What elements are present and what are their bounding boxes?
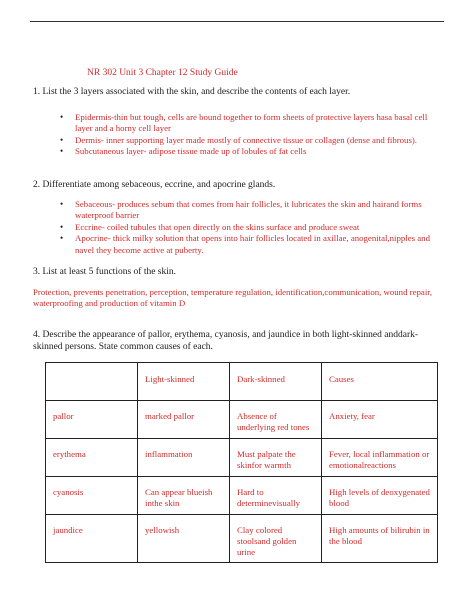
table-cell: Fever, local inflammation or emotionalreactions [322, 439, 438, 477]
table-cell: Can appear blueish inthe skin [138, 477, 230, 515]
answer-bullet: • Epidermis-thin but tough, cells are bound together to form sheets of protective layers hasa basal cell layer and a horny cell layer [60, 112, 428, 134]
question-3: 3. List at least 5 functions of the skin. [33, 267, 177, 277]
table-header-cell: Causes [322, 363, 438, 401]
table-row [46, 515, 438, 563]
question-2-answers [59, 199, 439, 256]
answer-bullet: • Eccrine- coiled tubules that open directly on the skins surface and produce sweat [60, 221, 360, 232]
table-header-cell [46, 363, 138, 401]
question-3-answer: Protection, prevents penetration, perception, temperature regulation, identification,communication, wound repair, waterproofing and production of vitamin D [33, 287, 433, 309]
question-1-answers [59, 112, 439, 158]
top-rule [30, 21, 444, 22]
question-2: 2. Differentiate among sebaceous, eccrine, and apocrine glands. [33, 180, 276, 190]
table-cell: Absence of underlying red tones [230, 401, 322, 439]
table-cell: Must palpate the skinfor warmth [230, 439, 322, 477]
table-cell: marked pallor [138, 401, 230, 439]
answer-bullet: • Dermis- inner supporting layer made mostly of connective tissue or collagen (dense and fibrous). [60, 134, 418, 145]
table-header-row [46, 363, 438, 401]
answer-bullet: • Subcutaneous layer- adipose tissue made up of lobules of fat cells [60, 146, 307, 157]
skin-color-table [45, 362, 438, 563]
table-cell: inflammation [138, 439, 230, 477]
table-cell: erythema [46, 439, 138, 477]
answer-bullet: • Sebaceous- produces sebum that comes from hair follicles, it lubricates the skin and hairand forms waterproof barrier [60, 199, 422, 221]
answer-bullet: • Apocrine- thick milky solution that opens into hair follicles located in axillae, anogenital,nipples and navel they become active at puberty. [60, 233, 430, 255]
table-row [46, 439, 438, 477]
table-cell: High levels of deoxygenated blood [322, 477, 438, 515]
table-cell: pallor [46, 401, 138, 439]
table-row [46, 477, 438, 515]
table-cell: jaundice [46, 515, 138, 563]
table-cell: yellowish [138, 515, 230, 563]
table-cell: Hard to determinevisually [230, 477, 322, 515]
table-header-cell: Light-skinned [138, 363, 230, 401]
question-1: 1. List the 3 layers associated with the skin, and describe the contents of each layer. [33, 87, 351, 97]
table-cell: Anxiety, fear [322, 401, 438, 439]
table-cell: High amounts of bilirubin in the blood [322, 515, 438, 563]
document-title: NR 302 Unit 3 Chapter 12 Study Guide [87, 68, 238, 78]
table-cell: cyanosis [46, 477, 138, 515]
table-header-cell: Dark-skinned [230, 363, 322, 401]
table-cell: Clay colored stoolsand golden urine [230, 515, 322, 563]
question-4: 4. Describe the appearance of pallor, erythema, cyanosis, and jaundice in both light-skinned anddark-skinned persons. State common causes of each. [33, 330, 419, 352]
table-row [46, 401, 438, 439]
